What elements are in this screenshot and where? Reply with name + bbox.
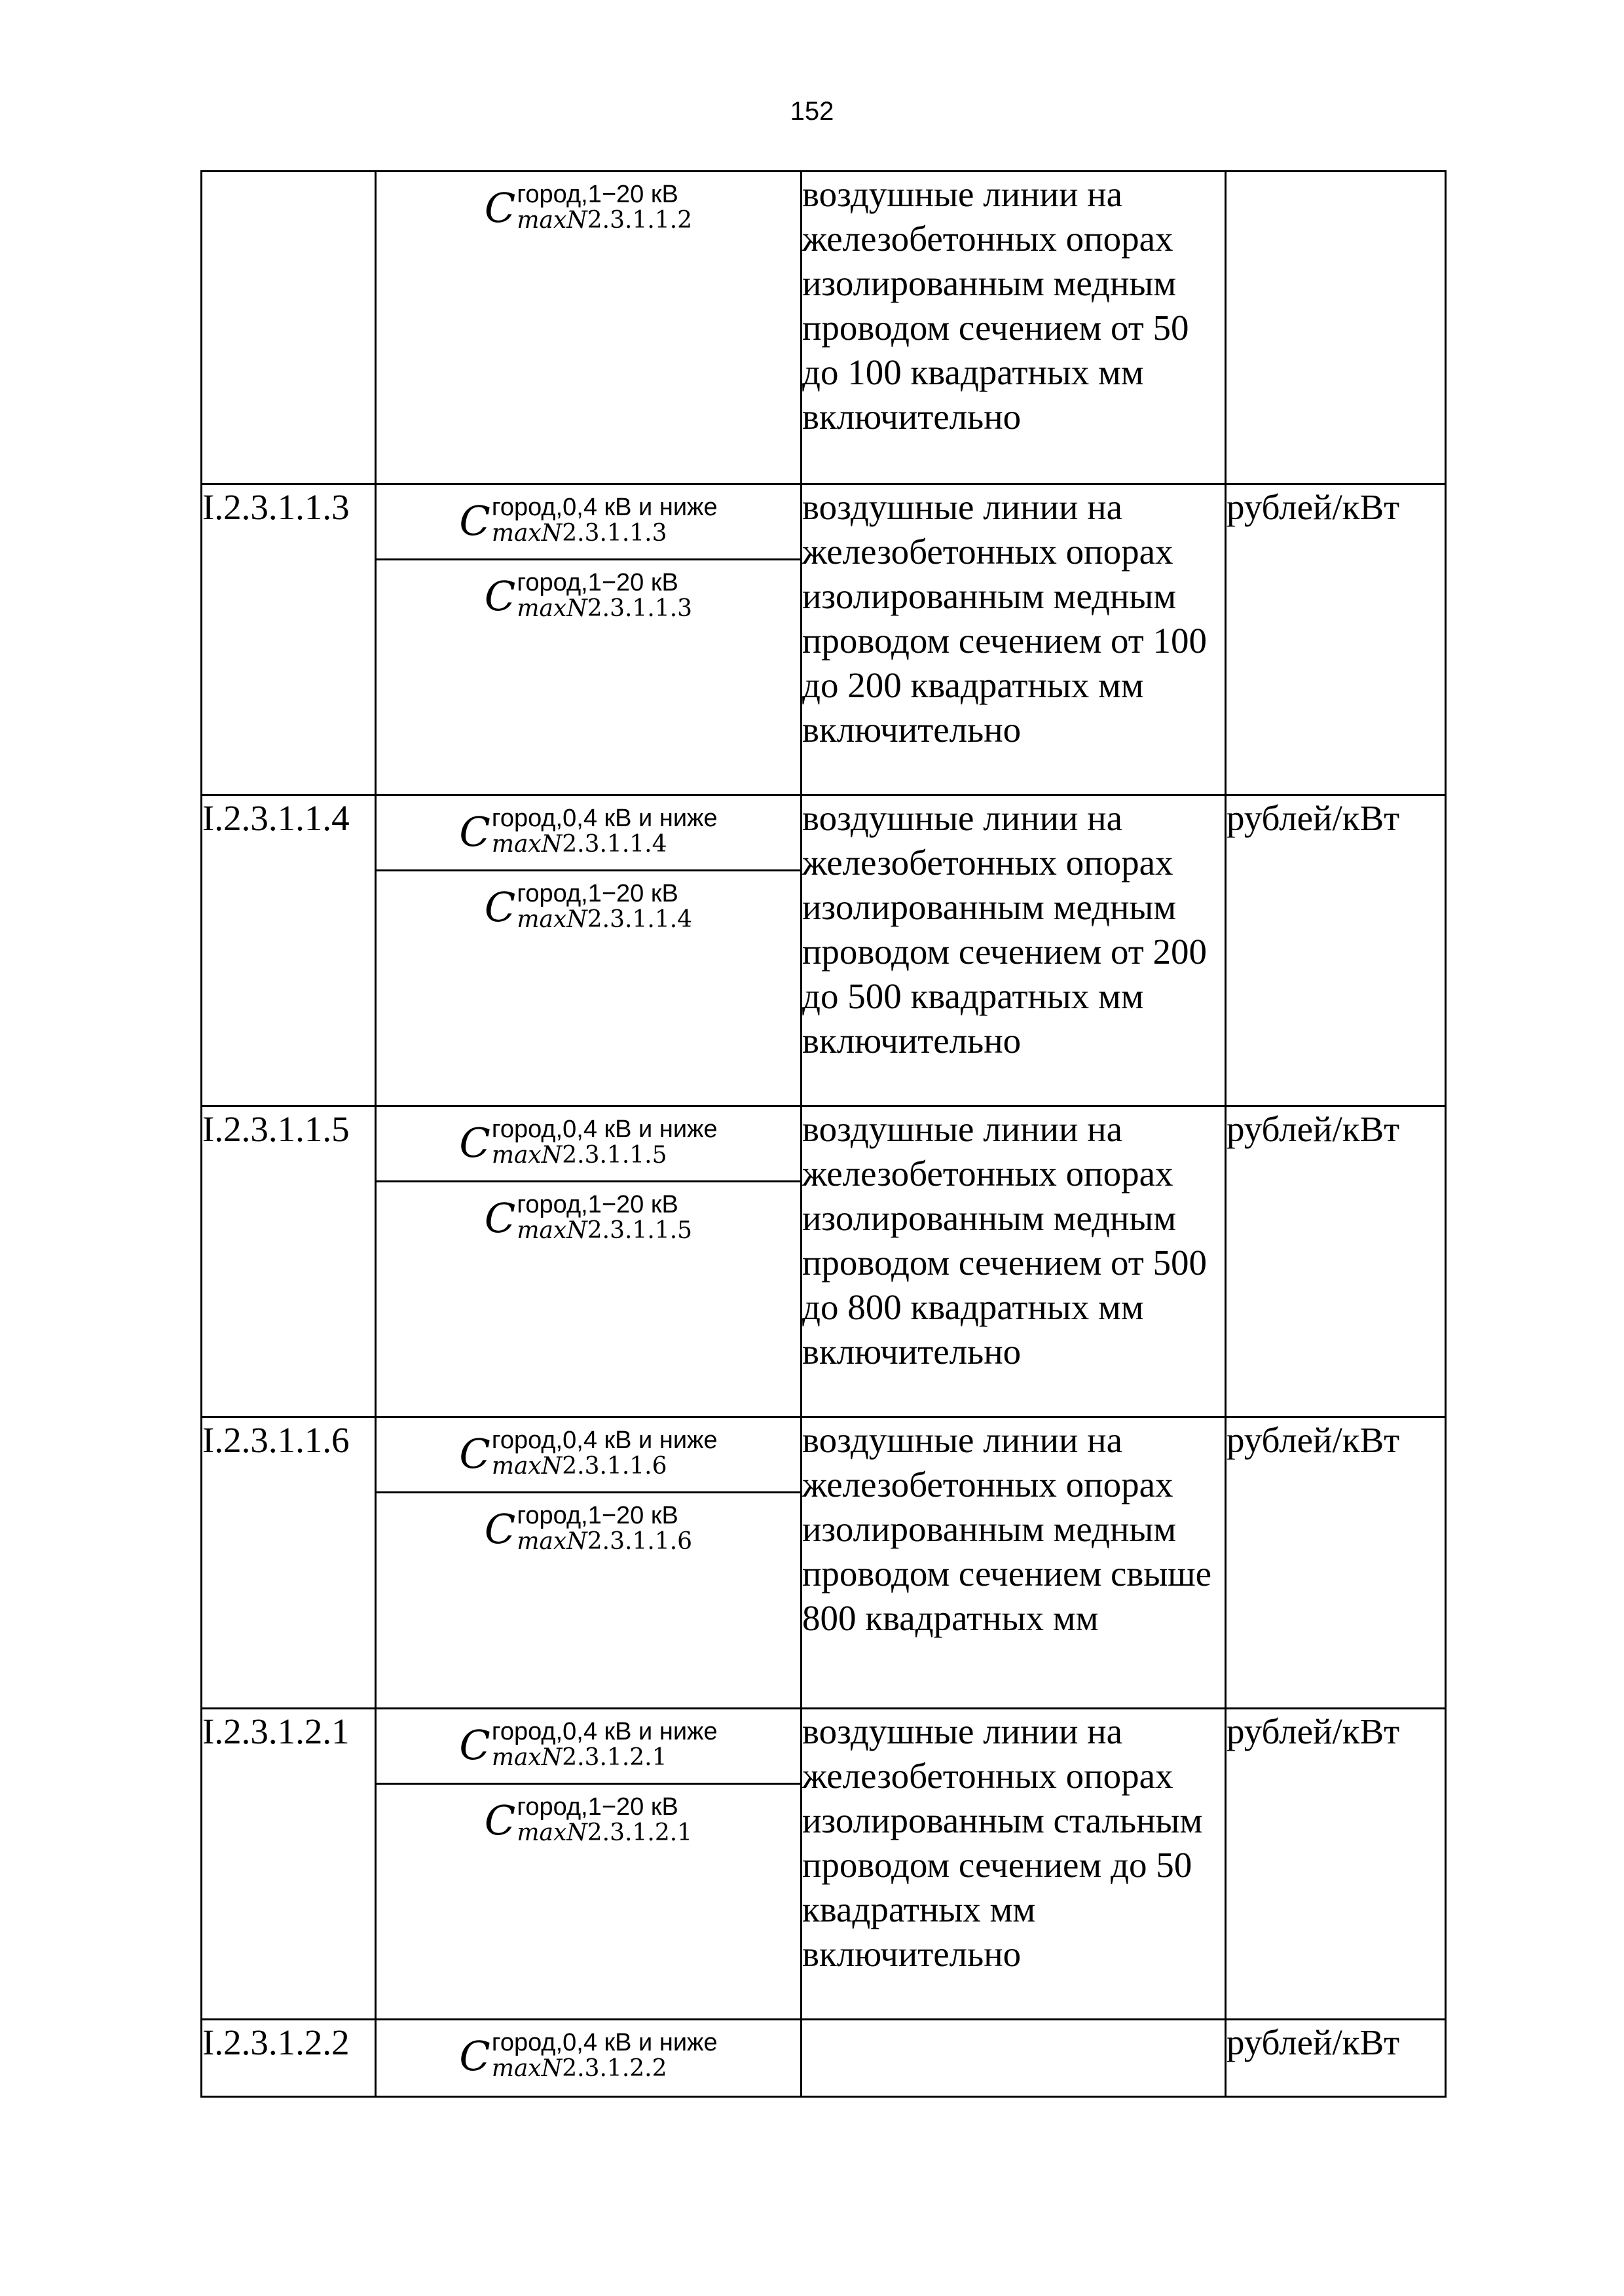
formula-cell: [376, 795, 802, 1106]
line-description: [802, 2020, 1226, 2097]
formula-subscript-index: 2.3.1.1.3: [562, 520, 667, 547]
formula-superscript: город,0,4 кВ и ниже: [491, 1116, 718, 1143]
formula-symbol: C: [459, 1430, 490, 1478]
tariff-table: [200, 170, 1447, 2098]
formula-superscript: город,1−20 кВ: [517, 1191, 678, 1218]
formula-part: [377, 1491, 800, 1567]
rate-formula: [459, 1427, 717, 1480]
formula-subscript-prefix: maxN: [517, 1217, 587, 1244]
formula-subscript-prefix: maxN: [491, 1744, 563, 1771]
unit-of-measure: рублей/кВт: [1226, 2020, 1446, 2097]
row-code: I.2.3.1.2.2: [202, 2020, 376, 2097]
formula-subscript-index: 2.3.1.1.2: [587, 207, 693, 234]
formula-part: [377, 1418, 800, 1491]
table-row: [202, 172, 1446, 484]
unit-of-measure: рублей/кВт: [1226, 1106, 1446, 1417]
formula-subscript-index: 2.3.1.1.5: [562, 1142, 667, 1169]
formula-superscript: город,1−20 кВ: [517, 569, 678, 596]
formula-symbol: C: [459, 2032, 490, 2080]
formula-subscript-prefix: maxN: [517, 906, 587, 933]
formula-part: [377, 796, 800, 869]
line-description: воздушные линии на железобетонных опорах изолированным медным проводом сечением от 200 до 500 квадратных мм включительно: [802, 795, 1226, 1106]
formula-superscript: город,1−20 кВ: [517, 1793, 678, 1821]
row-code: I.2.3.1.1.5: [202, 1106, 376, 1417]
formula-subscript: [492, 520, 718, 547]
rate-formula: [459, 805, 717, 858]
unit-of-measure: [1226, 172, 1446, 484]
formula-symbol: C: [484, 883, 516, 931]
formula-subscript-index: 2.3.1.2.1: [587, 1819, 693, 1846]
formula-part: [377, 1107, 800, 1180]
formula-cell: [376, 1106, 802, 1417]
formula-symbol: C: [484, 1505, 516, 1553]
formula-subscript-index: 2.3.1.1.6: [562, 1453, 667, 1480]
formula-subscript-index: 2.3.1.2.1: [562, 1744, 667, 1771]
formula-subscript-prefix: maxN: [517, 1528, 587, 1555]
page-number: 152: [790, 97, 834, 126]
formula-subscript-prefix: maxN: [491, 1453, 563, 1480]
formula-superscript: город,0,4 кВ и ниже: [491, 1718, 718, 1745]
rate-formula: [459, 1719, 717, 1771]
formula-subscript-index: 2.3.1.1.4: [562, 831, 667, 858]
formula-part: [377, 172, 800, 246]
formula-symbol: C: [484, 1194, 516, 1242]
row-code: I.2.3.1.1.3: [202, 484, 376, 795]
formula-subscript-prefix: maxN: [491, 831, 563, 858]
unit-of-measure: рублей/кВт: [1226, 1709, 1446, 2020]
formula-part: [377, 1180, 800, 1256]
formula-subscript-prefix: maxN: [517, 595, 587, 622]
formula-superscript: город,0,4 кВ и ниже: [491, 494, 718, 521]
formula-superscript: город,0,4 кВ и ниже: [491, 2029, 718, 2056]
row-code: I.2.3.1.2.1: [202, 1709, 376, 2020]
formula-subscript: [517, 596, 692, 622]
table-row: [202, 1106, 1446, 1417]
formula-symbol: C: [484, 1796, 516, 1844]
line-description: воздушные линии на железобетонных опорах изолированным медным проводом сечением от 500 до 800 квадратных мм включительно: [802, 1106, 1226, 1417]
formula-cell: [376, 2020, 802, 2097]
formula-subscript-index: 2.3.1.1.6: [587, 1528, 693, 1555]
formula-subscript-prefix: maxN: [517, 1819, 587, 1846]
formula-superscript: город,1−20 кВ: [517, 1502, 678, 1529]
formula-subscript: [517, 208, 692, 234]
formula-subscript-prefix: maxN: [491, 1142, 563, 1169]
formula-cell: [376, 1417, 802, 1709]
rate-formula: [459, 2030, 717, 2082]
line-description: воздушные линии на железобетонных опорах изолированным медным проводом сечением от 50 до 100 квадратных мм включительно: [802, 172, 1226, 484]
formula-subscript: [492, 831, 718, 858]
rate-formula: [485, 1192, 692, 1244]
table-row: [202, 484, 1446, 795]
formula-symbol: C: [459, 1119, 490, 1167]
formula-subscript-index: 2.3.1.1.4: [587, 906, 693, 933]
unit-of-measure: рублей/кВт: [1226, 1417, 1446, 1709]
formula-part: [377, 2020, 800, 2094]
formula-subscript: [517, 1820, 692, 1846]
row-code: [202, 172, 376, 484]
formula-symbol: C: [459, 497, 490, 545]
formula-part: [377, 558, 800, 634]
table-row: [202, 795, 1446, 1106]
rate-formula: [485, 881, 692, 933]
formula-symbol: C: [459, 1721, 490, 1769]
rate-formula: [485, 1503, 692, 1555]
formula-subscript-index: 2.3.1.2.2: [562, 2055, 667, 2082]
formula-symbol: C: [484, 572, 516, 620]
rate-formula: [485, 181, 692, 234]
line-description: воздушные линии на железобетонных опорах изолированным стальным проводом сечением до 50 квадратных мм включительно: [802, 1709, 1226, 2020]
line-description: воздушные линии на железобетонных опорах изолированным медным проводом сечением свыше 800 квадратных мм: [802, 1417, 1226, 1709]
formula-subscript: [492, 1745, 718, 1771]
formula-symbol: C: [459, 808, 490, 856]
formula-subscript: [492, 2056, 718, 2082]
table-row: [202, 1417, 1446, 1709]
formula-subscript: [517, 907, 692, 933]
table-row: [202, 1709, 1446, 2020]
unit-of-measure: рублей/кВт: [1226, 484, 1446, 795]
formula-subscript: [517, 1529, 692, 1555]
formula-subscript-prefix: maxN: [491, 2055, 563, 2082]
row-code: I.2.3.1.1.6: [202, 1417, 376, 1709]
formula-superscript: город,0,4 кВ и ниже: [491, 805, 718, 832]
formula-part: [377, 869, 800, 945]
rate-formula: [485, 1794, 692, 1846]
formula-subscript-prefix: maxN: [517, 207, 587, 234]
formula-cell: [376, 1709, 802, 2020]
row-code: I.2.3.1.1.4: [202, 795, 376, 1106]
line-description: воздушные линии на железобетонных опорах изолированным медным проводом сечением от 100 до 200 квадратных мм включительно: [802, 484, 1226, 795]
formula-subscript-index: 2.3.1.1.5: [587, 1217, 693, 1244]
formula-cell: [376, 172, 802, 484]
formula-part: [377, 1709, 800, 1783]
formula-cell: [376, 484, 802, 795]
formula-part: [377, 485, 800, 558]
formula-subscript: [492, 1142, 718, 1169]
table-row: [202, 2020, 1446, 2097]
rate-formula: [459, 494, 717, 547]
formula-superscript: город,1−20 кВ: [517, 181, 678, 208]
formula-subscript: [517, 1218, 692, 1244]
formula-symbol: C: [484, 184, 516, 232]
rate-formula: [459, 1116, 717, 1169]
rate-formula: [485, 570, 692, 622]
formula-part: [377, 1783, 800, 1858]
formula-subscript-index: 2.3.1.1.3: [587, 595, 693, 622]
formula-subscript: [492, 1453, 718, 1480]
formula-superscript: город,1−20 кВ: [517, 880, 678, 907]
unit-of-measure: рублей/кВт: [1226, 795, 1446, 1106]
formula-subscript-prefix: maxN: [491, 520, 563, 547]
formula-superscript: город,0,4 кВ и ниже: [491, 1427, 718, 1454]
